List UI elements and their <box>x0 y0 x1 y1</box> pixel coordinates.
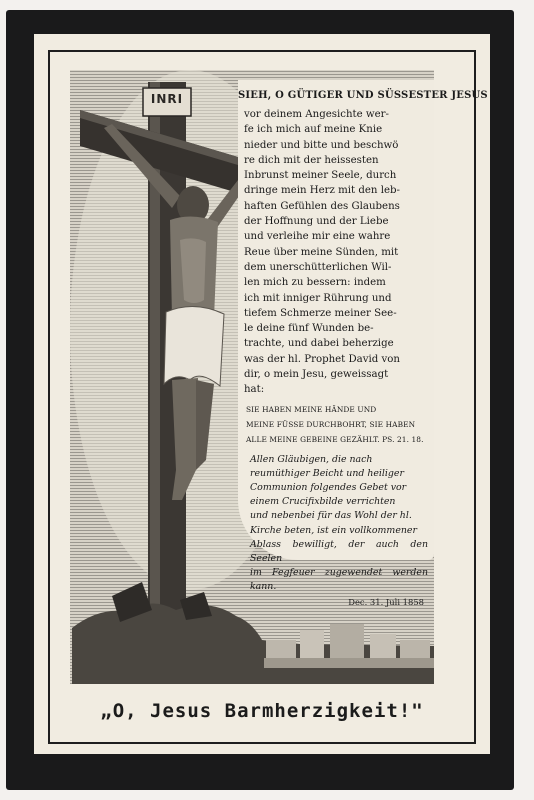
prayer-line: le deine fünf Wunden be- <box>244 323 374 335</box>
quote-line: ALLE MEINE GEBEINE GEZÄHLT. PS. 21. 18. <box>246 434 424 444</box>
indulgence-line: und nebenbei für das Wohl der hl. <box>250 510 412 522</box>
prayer-line: dir, o mein Jesu, geweissagt <box>244 369 389 381</box>
prayer-panel <box>238 80 488 607</box>
prayer-line: hat: <box>244 384 265 396</box>
prayer-line: Reue über meine Sünden, mit <box>244 246 399 258</box>
indulgence-note <box>250 453 428 595</box>
prayer-line: fe ich mich auf meine Knie <box>244 124 383 136</box>
prayer-line: nieder und bitte und beschwö <box>244 139 399 151</box>
psalm-quote <box>246 402 428 447</box>
indulgence-line: einem Crucifixbilde verrichten <box>250 496 396 508</box>
loincloth <box>164 306 224 386</box>
indulgence-line: im Fegfeuer zugewendet werden kann. <box>250 567 428 593</box>
inri-text: INRI <box>150 92 184 106</box>
indulgence-line: Allen Gläubigen, die nach <box>250 453 373 465</box>
jerusalem-skyline <box>264 624 434 668</box>
prayer-heading: SIEH, O GÜTIGER UND SÜSSESTER JESUS <box>238 90 488 101</box>
decree-date: Dec. 31. Juli 1858 <box>348 596 424 607</box>
prayer-line: ich mit inniger Rührung und <box>244 292 392 304</box>
prayer-text <box>244 107 428 398</box>
motto: „O, Jesus Barmherzigkeit!" <box>100 700 424 722</box>
indulgence-line: reumüthiger Beicht und heiliger <box>250 467 404 479</box>
indulgence-line: Kirche beten, ist ein vollkommener <box>250 524 417 536</box>
prayer-line: len mich zu bessern: indem <box>244 277 386 289</box>
prayer-line: der Hoffnung und der Liebe <box>244 216 389 228</box>
prayer-line: vor deinem Angesichte wer- <box>244 109 389 120</box>
quote-line: SIE HABEN MEINE HÄNDE UND <box>246 404 377 414</box>
prayer-line: was der hl. Prophet David von <box>244 353 400 365</box>
prayer-line: dem unerschütterlichen Wil- <box>244 261 392 273</box>
indulgence-line: Ablass bewilligt, der auch den Seelen <box>250 538 428 565</box>
prayer-line: re dich mit der heissesten <box>244 154 379 166</box>
prayer-line: tiefem Schmerze meiner See- <box>244 307 397 319</box>
prayer-line: Inbrunst meiner Seele, durch <box>244 170 397 182</box>
prayer-line: dringe mein Herz mit den leb- <box>244 185 400 197</box>
quote-line: MEINE FÜSSE DURCHBOHRT, SIE HABEN <box>246 419 416 429</box>
indulgence-line: Communion folgendes Gebet vor <box>250 482 407 494</box>
prayer-line: trachte, und dabei beherzige <box>244 338 394 350</box>
prayer-line: haften Gefühlen des Glaubens <box>244 200 400 212</box>
prayer-line: und verleihe mir eine wahre <box>244 231 391 243</box>
